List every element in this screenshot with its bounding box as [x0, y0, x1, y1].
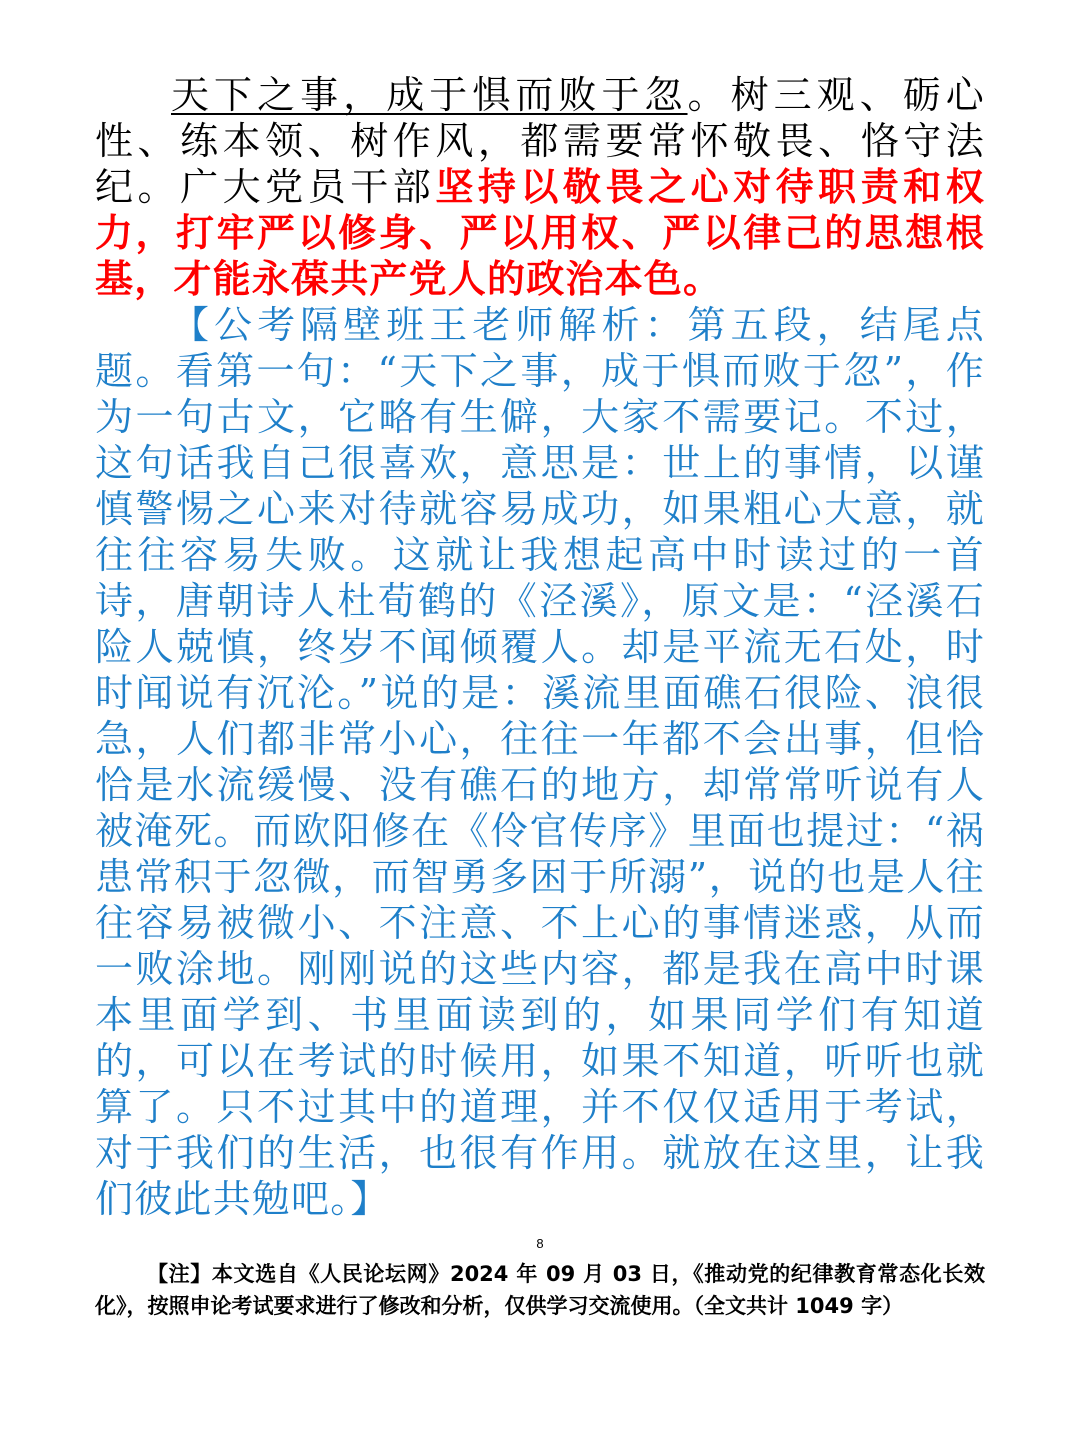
page-number: 8: [536, 1236, 544, 1251]
emphasis-red-text: 坚持以敬畏之心对待职责和权力，打牢严以修身、严以用权、严以律己的思想根基，才能永葆共产党人的政治本色。: [95, 164, 985, 301]
paragraph-conclusion: [95, 72, 985, 302]
body-text: [95, 72, 985, 1222]
teacher-analysis-paragraph: 【公考隔壁班王老师解析：第五段，结尾点题。看第一句：“天下之事，成于惧而败于忽”，作为一句古文，它略有生僻，大家不需要记。不过，这句话我自己很喜欢，意思是：世上的事情，以谨慎警惕之心来对待就容易成功，如果粗心大意，就往往容易失败。这就让我想起高中时读过的一首诗，唐朝诗人杜荀鹤的《泾溪》，原文是：“泾溪石险人兢慎，终岁不闻倾覆人。却是平流无石处，时时闻说有沉沦。”说的是：溪流里面礁石很险、浪很急，人们都非常小心，往往一年都不会出事，但恰恰是水流缓慢、没有礁石的地方，却常常听说有人被淹死。而欧阳修在《伶官传序》里面也提过：“祸患常积于忽微，而智勇多困于所溺”，说的也是人往往容易被微小、不注意、不上心的事情迷惑，从而一败涂地。刚刚说的这些内容，都是我在高中时课本里面学到、书里面读到的，如果同学们有知道的，可以在考试的时候用，如果不知道，听听也就算了。只不过其中的道理，并不仅仅适用于考试，对于我们的生活，也很有作用。就放在这里，让我们彼此共勉吧。】: [95, 303, 985, 1221]
quote-underlined: 天下之事，成于惧而败于忽: [171, 73, 688, 117]
source-note: 【注】本文选自《人民论坛网》2024 年 09 月 03 日，《推动党的纪律教育常态化长效化》，按照申论考试要求进行了修改和分析，仅供学习交流使用。（全文共计 1049 字）: [95, 1262, 985, 1318]
paragraph-plain-text: 。树三观、砺心性、练本领、树作风，都需要常怀敬畏、恪守法纪。广大党员干部: [95, 73, 985, 209]
